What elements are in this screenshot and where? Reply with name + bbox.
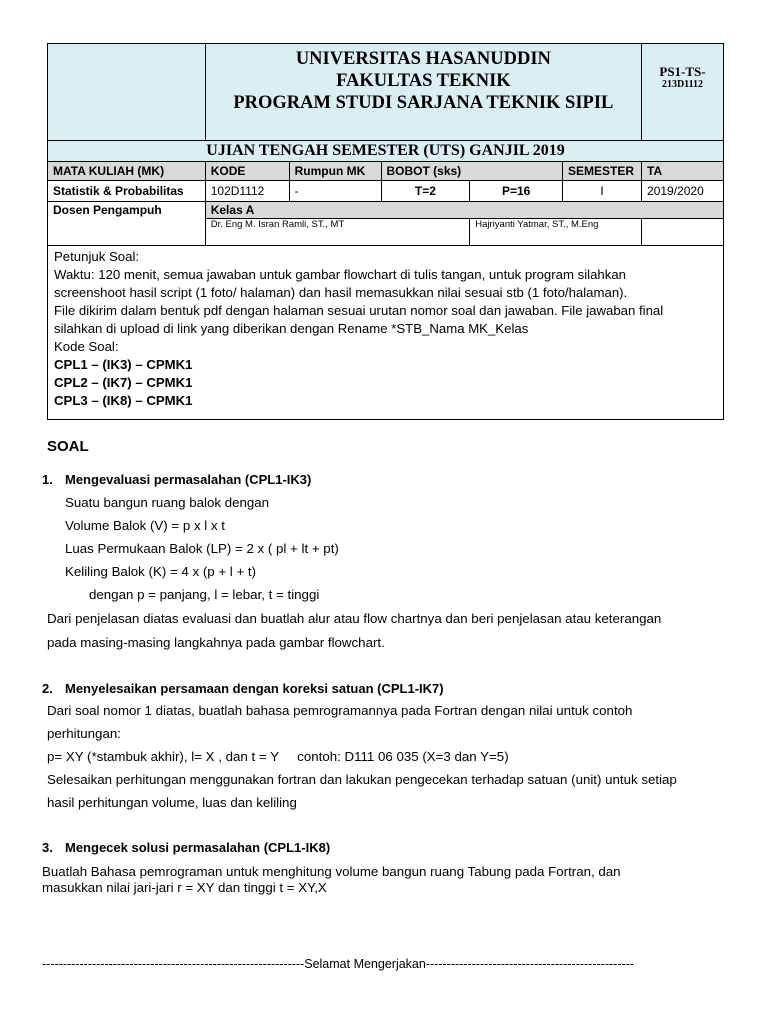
q2-number: 2. xyxy=(42,681,53,696)
q1-line: Suatu bangun ruang balok dengan xyxy=(65,495,270,510)
header-ta: TA xyxy=(642,162,724,181)
instruction-line: File dikirim dalam bentuk pdf dengan halaman sesuai urutan nomor soal dan jawaban. File jawaban final xyxy=(54,303,664,318)
logo-cell xyxy=(48,44,206,141)
class-label: Kelas A xyxy=(205,202,723,219)
soal-heading: SOAL xyxy=(47,438,89,455)
code-line: CPL2 – (IK7) – CPMK1 xyxy=(54,375,193,390)
program-name: PROGRAM STUDI SARJANA TEKNIK SIPIL xyxy=(233,93,614,113)
course-rumpun: - xyxy=(289,181,381,202)
code-line: CPL3 – (IK8) – CPMK1 xyxy=(54,393,193,408)
header-bobot: BOBOT (sks) xyxy=(381,162,563,181)
q1-line: Keliling Balok (K) = 4 x (p + l + t) xyxy=(65,564,257,579)
q2-line: Selesaikan perhitungan menggunakan fortran dan lakukan pengecekan terhadap satuan (unit) untuk setiap xyxy=(47,772,677,787)
bobot-t: T=2 xyxy=(381,181,470,202)
q1-title: Mengevaluasi permasalahan (CPL1-IK3) xyxy=(65,472,312,487)
q1-number: 1. xyxy=(42,472,53,487)
university-name: UNIVERSITAS HASANUDDIN xyxy=(295,49,551,69)
exam-title: UJIAN TENGAH SEMESTER (UTS) GANJIL 2019 xyxy=(48,141,724,162)
header-mata-kuliah: MATA KULIAH (MK) xyxy=(48,162,206,181)
q2-title: Menyelesaikan persamaan dengan koreksi satuan (CPL1-IK7) xyxy=(65,681,444,696)
q1-line: Volume Balok (V) = p x l x t xyxy=(65,518,225,533)
semester-value: I xyxy=(563,181,642,202)
institution-block xyxy=(205,44,641,141)
header-kode: KODE xyxy=(205,162,289,181)
course-code: 102D1112 xyxy=(205,181,289,202)
q3-line: masukkan nilai jari-jari r = XY dan tinggi t = XY,X xyxy=(42,880,327,895)
q3-number: 3. xyxy=(42,840,53,855)
q1-line: dengan p = panjang, l = lebar, t = tinggi xyxy=(89,587,320,602)
lecturer-2: Hajriyanti Yatmar, ST., M.Eng xyxy=(470,219,642,246)
header-rumpun: Rumpun MK xyxy=(289,162,381,181)
document-code: PS1-TS- 213D1112 xyxy=(642,44,724,141)
q2-line: Dari soal nomor 1 diatas, buatlah bahasa pemrogramannya pada Fortran dengan nilai untuk contoh xyxy=(47,703,633,718)
q3-line: Buatlah Bahasa pemrograman untuk menghitung volume bangun ruang Tabung pada Fortran, dan xyxy=(42,864,621,879)
code-line: CPL1 – (IK3) – CPMK1 xyxy=(54,357,193,372)
exam-header-table xyxy=(47,43,724,420)
bobot-p: P=16 xyxy=(470,181,563,202)
instruction-line: Waktu: 120 menit, semua jawaban untuk gambar flowchart di tulis tangan, untuk program silahkan xyxy=(54,267,627,282)
instruction-line: Petunjuk Soal: xyxy=(54,249,140,264)
q1-paragraph: Dari penjelasan diatas evaluasi dan buatlah alur atau flow chartnya dan beri penjelasan atau keterangan xyxy=(47,611,662,626)
q2-line: p= XY (*stambuk akhir), l= X , dan t = Y contoh: D111 06 035 (X=3 dan Y=5) xyxy=(47,749,509,764)
q1-paragraph: pada masing-masing langkahnya pada gambar flowchart. xyxy=(47,635,385,650)
closing-line: ---------------------------------------------------------------Selamat Mengerjakan-------------------------------------------------- xyxy=(42,957,634,971)
instruction-line: screenshoot hasil script (1 foto/ halaman) dan hasil memasukkan nilai sesuai stb (1 foto/halaman). xyxy=(54,285,628,300)
header-semester: SEMESTER xyxy=(563,162,642,181)
q2-line: perhitungan: xyxy=(47,726,121,741)
lecturer-label: Dosen Pengampuh xyxy=(48,202,206,246)
ta-value: 2019/2020 xyxy=(642,181,724,202)
faculty-name: FAKULTAS TEKNIK xyxy=(336,71,511,91)
empty-cell xyxy=(642,219,724,246)
instruction-line: Kode Soal: xyxy=(54,339,119,354)
lecturer-1: Dr. Eng M. Isran Ramli, ST., MT xyxy=(205,219,470,246)
instruction-line: silahkan di upload di link yang diberikan dengan Rename *STB_Nama MK_Kelas xyxy=(54,321,529,336)
instructions-box xyxy=(48,246,724,420)
q2-line: hasil perhitungan volume, luas dan keliling xyxy=(47,795,297,810)
q1-line: Luas Permukaan Balok (LP) = 2 x ( pl + lt + pt) xyxy=(65,541,339,556)
q3-title: Mengecek solusi permasalahan (CPL1-IK8) xyxy=(65,840,331,855)
course-name: Statistik & Probabilitas xyxy=(48,181,206,202)
